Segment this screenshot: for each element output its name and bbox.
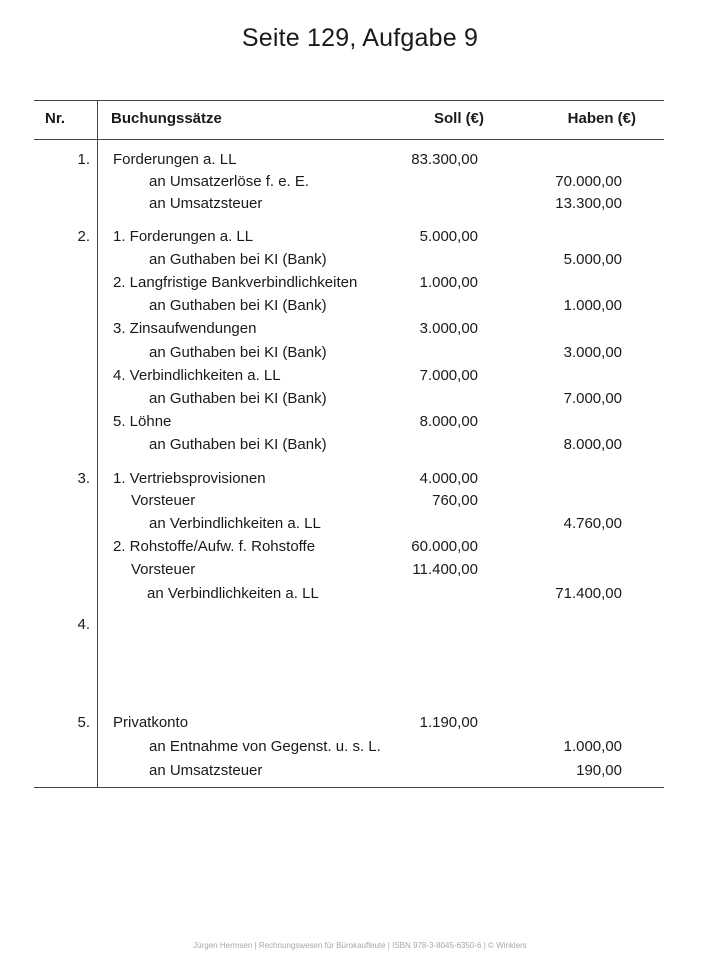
booking-text: an Verbindlichkeiten a. LL [149,515,321,532]
soll-amount: 60.000,00 [411,538,478,555]
haben-amount: 3.000,00 [563,344,622,361]
soll-amount: 4.000,00 [419,470,478,487]
header-divider [34,139,664,140]
booking-text: an Guthaben bei KI (Bank) [149,251,327,268]
booking-text: an Umsatzsteuer [149,762,263,779]
soll-amount: 3.000,00 [419,320,478,337]
booking-text: 1. Forderungen a. LL [113,228,254,245]
row-number: 3. [77,470,90,487]
booking-text: 5. Löhne [113,413,172,430]
haben-amount: 190,00 [576,762,622,779]
booking-text: an Umsatzsteuer [149,195,263,212]
booking-text: 3. Zinsaufwendungen [113,320,257,337]
header-haben: Haben (€) [567,110,636,127]
haben-amount: 5.000,00 [563,251,622,268]
haben-amount: 13.300,00 [555,195,622,212]
booking-text: an Guthaben bei KI (Bank) [149,436,327,453]
booking-text: an Entnahme von Gegenst. u. s. L. [149,738,381,755]
page-title: Seite 129, Aufgabe 9 [241,24,479,52]
row-number: 4. [77,616,90,633]
booking-text: 1. Vertriebsprovisionen [113,470,266,487]
haben-amount: 1.000,00 [563,738,622,755]
haben-amount: 1.000,00 [563,297,622,314]
haben-amount: 70.000,00 [555,173,622,190]
booking-text: Forderungen a. LL [113,151,237,168]
haben-amount: 8.000,00 [563,436,622,453]
booking-text: an Guthaben bei KI (Bank) [149,390,327,407]
soll-amount: 1.000,00 [419,274,478,291]
soll-amount: 8.000,00 [419,413,478,430]
booking-text: Vorsteuer [131,561,196,578]
row-number: 1. [77,151,90,168]
header-soll: Soll (€) [433,110,484,127]
soll-amount: 83.300,00 [411,151,478,168]
booking-table [34,100,664,788]
soll-amount: 760,00 [432,492,478,509]
haben-amount: 7.000,00 [563,390,622,407]
booking-text: an Verbindlichkeiten a. LL [147,585,319,602]
soll-amount: 5.000,00 [419,228,478,245]
haben-amount: 4.760,00 [563,515,622,532]
booking-text: Vorsteuer [131,492,196,509]
soll-amount: 7.000,00 [419,367,478,384]
copyright-footer: Jürgen Hermsen | Rechnungswesen für Bürokaufleute | ISBN 978-3-8045-6350-6 | © Winklers [193,941,527,950]
header-nr: Nr. [45,110,66,127]
booking-text: 4. Verbindlichkeiten a. LL [113,367,281,384]
booking-text: an Umsatzerlöse f. e. E. [149,173,310,190]
soll-amount: 11.400,00 [412,561,478,578]
row-number: 2. [77,228,90,245]
row-number: 5. [77,714,90,731]
column-divider [97,101,98,787]
booking-text: an Guthaben bei KI (Bank) [149,344,327,361]
booking-text: 2. Rohstoffe/Aufw. f. Rohstoffe [113,538,316,555]
booking-text: 2. Langfristige Bankverbindlichkeiten [113,274,358,291]
haben-amount: 71.400,00 [555,585,622,602]
booking-text: an Guthaben bei KI (Bank) [149,297,327,314]
soll-amount: 1.190,00 [419,714,478,731]
booking-text: Privatkonto [113,714,189,731]
header-buchungssaetze: Buchungssätze [111,110,222,127]
